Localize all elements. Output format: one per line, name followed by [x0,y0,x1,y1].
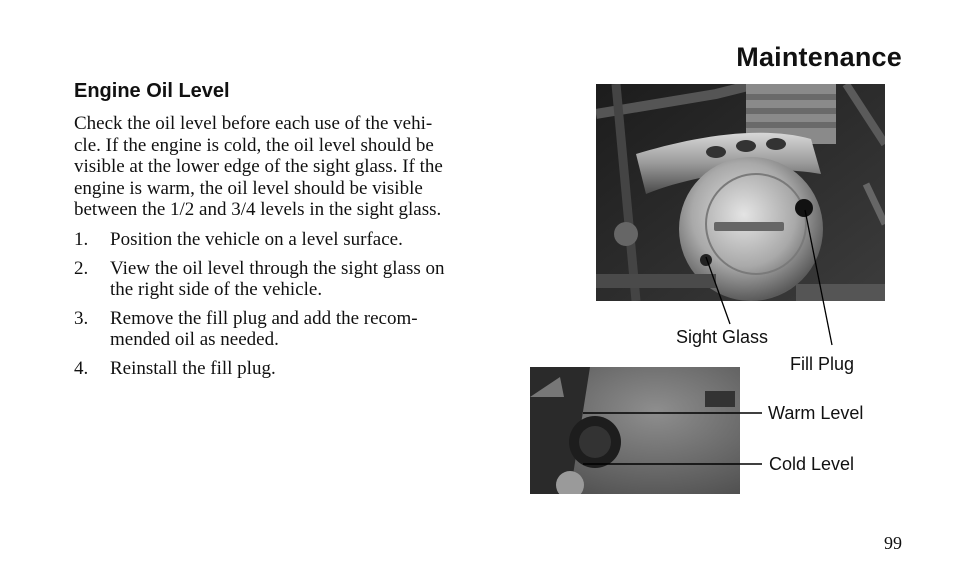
cold-level-label: Cold Level [769,454,855,474]
intro-line: cle. If the engine is cold, the oil level should be [74,134,434,156]
step-line: View the oil level through the sight glass on [110,258,445,279]
step-line: Position the vehicle on a level surface. [110,229,403,250]
step-line: the right side of the vehicle. [110,279,323,300]
warm-level-label: Warm Level [768,403,864,423]
intro-line: between the 1/2 and 3/4 levels in the sight glass. [74,199,442,220]
steps-list [74,229,514,387]
step-line: Reinstall the fill plug. [110,358,276,379]
step-text [110,308,418,350]
step-line: Remove the fill plug and add the recom- [110,308,418,329]
step-line: mended oil as needed. [110,329,279,350]
step-number: 1. [74,229,89,250]
step-item [74,308,514,350]
step-item [74,258,514,300]
sight-glass-label: Sight Glass [676,327,769,347]
step-text [110,258,444,300]
page-number: 99 [884,533,902,553]
section-heading: Engine Oil Level [74,80,230,102]
intro-line: engine is warm, the oil level should be visible [74,177,423,199]
intro-line: visible at the lower edge of the sight glass. If the [74,156,443,177]
sight-glass-illustration [530,367,740,494]
intro-paragraph [74,113,514,221]
sight-glass-closeup-photo [530,367,740,494]
step-text [110,229,403,250]
step-number: 2. [74,258,89,279]
step-item [74,358,514,379]
step-number: 4. [74,358,89,379]
page-title: Maintenance [736,42,902,72]
step-item [74,229,514,250]
intro-line: Check the oil level before each use of the vehi- [74,113,433,134]
fill-plug-label: Fill Plug [790,354,855,374]
engine-photo [596,84,885,301]
step-number: 3. [74,308,89,329]
engine-illustration [596,84,885,301]
step-text [110,358,276,379]
